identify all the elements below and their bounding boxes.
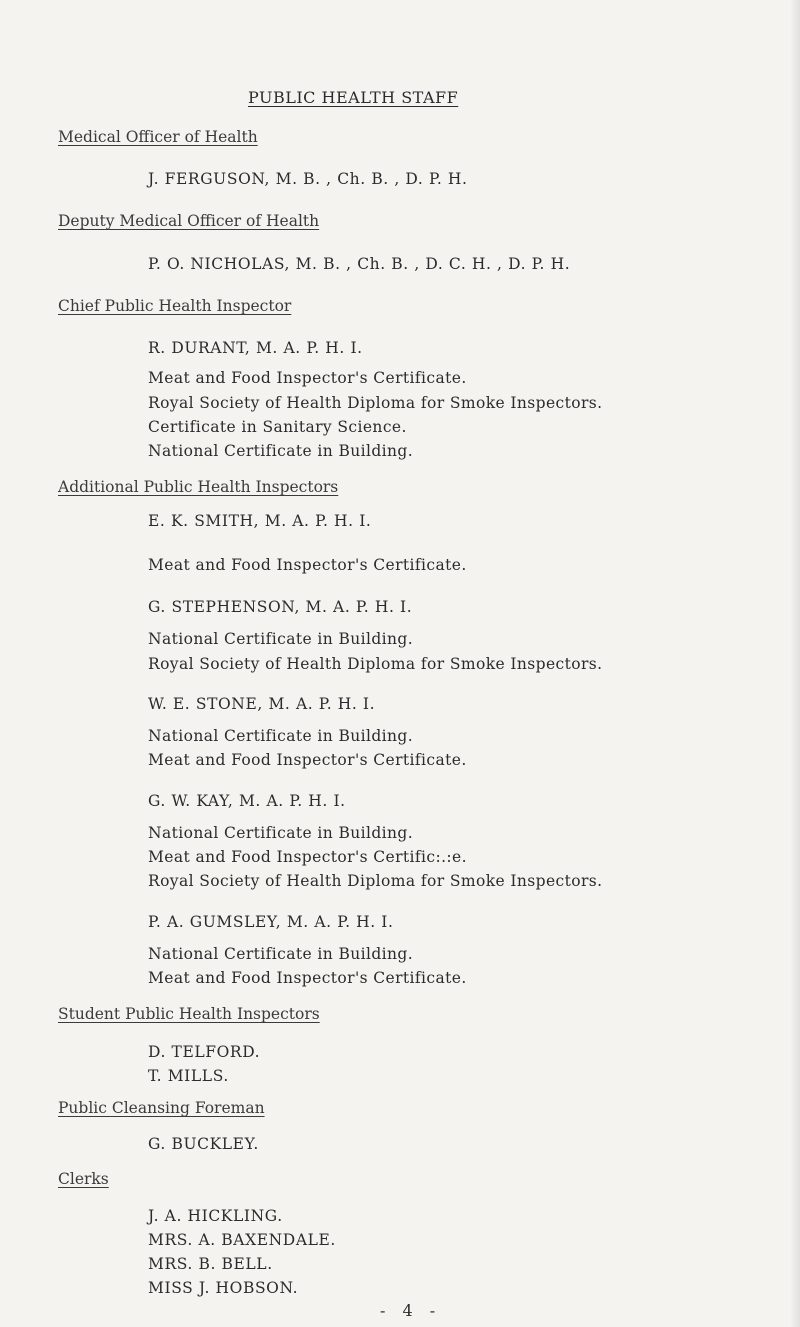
staff-name: G. BUCKLEY. <box>148 1135 259 1153</box>
staff-name: J. FERGUSON, M. B. , Ch. B. , D. P. H. <box>148 170 468 188</box>
qualification-line: National Certificate in Building. <box>148 727 414 745</box>
qualification-line: Royal Society of Health Diploma for Smoke Inspectors. <box>148 655 603 673</box>
qualification-line: Meat and Food Inspector's Certificate. <box>148 969 467 987</box>
staff-name: T. MILLS. <box>148 1067 229 1085</box>
staff-name: MRS. B. BELL. <box>148 1255 273 1273</box>
staff-name: D. TELFORD. <box>148 1043 261 1061</box>
page-edge-shadow <box>790 0 800 1327</box>
qualification-line: Certificate in Sanitary Science. <box>148 418 407 436</box>
staff-name: G. W. KAY, M. A. P. H. I. <box>148 792 346 810</box>
staff-name: G. STEPHENSON, M. A. P. H. I. <box>148 598 413 616</box>
section-heading-clerks: Clerks <box>58 1170 109 1188</box>
staff-name: MRS. A. BAXENDALE. <box>148 1231 336 1249</box>
qualification-line: National Certificate in Building. <box>148 824 414 842</box>
staff-name: MISS J. HOBSON. <box>148 1279 299 1297</box>
section-heading-student-inspectors: Student Public Health Inspectors <box>58 1005 320 1023</box>
section-heading-deputy-medical-officer: Deputy Medical Officer of Health <box>58 212 320 230</box>
qualification-line: Meat and Food Inspector's Certificate. <box>148 369 467 387</box>
section-heading-medical-officer: Medical Officer of Health <box>58 128 258 146</box>
qualification-line: Meat and Food Inspector's Certificate. <box>148 751 467 769</box>
qualification-line: Royal Society of Health Diploma for Smoke Inspectors. <box>148 394 603 412</box>
staff-name: P. O. NICHOLAS, M. B. , Ch. B. , D. C. H. , D. P. H. <box>148 255 571 273</box>
qualification-line: Meat and Food Inspector's Certific:.:e. <box>148 848 467 866</box>
section-heading-additional-inspectors: Additional Public Health Inspectors <box>58 478 339 496</box>
qualification-line: Meat and Food Inspector's Certificate. <box>148 556 467 574</box>
staff-name: W. E. STONE, M. A. P. H. I. <box>148 695 376 713</box>
qualification-line: National Certificate in Building. <box>148 442 414 460</box>
staff-name: R. DURANT, M. A. P. H. I. <box>148 339 363 357</box>
staff-name: E. K. SMITH, M. A. P. H. I. <box>148 512 372 530</box>
page-title: PUBLIC HEALTH STAFF <box>248 88 459 107</box>
staff-name: J. A. HICKLING. <box>148 1207 283 1225</box>
page-number: - 4 - <box>380 1301 442 1320</box>
qualification-line: National Certificate in Building. <box>148 630 414 648</box>
staff-name: P. A. GUMSLEY, M. A. P. H. I. <box>148 913 394 931</box>
section-heading-cleansing-foreman: Public Cleansing Foreman <box>58 1099 265 1117</box>
qualification-line: Royal Society of Health Diploma for Smoke Inspectors. <box>148 872 603 890</box>
section-heading-chief-inspector: Chief Public Health Inspector <box>58 297 292 315</box>
qualification-line: National Certificate in Building. <box>148 945 414 963</box>
